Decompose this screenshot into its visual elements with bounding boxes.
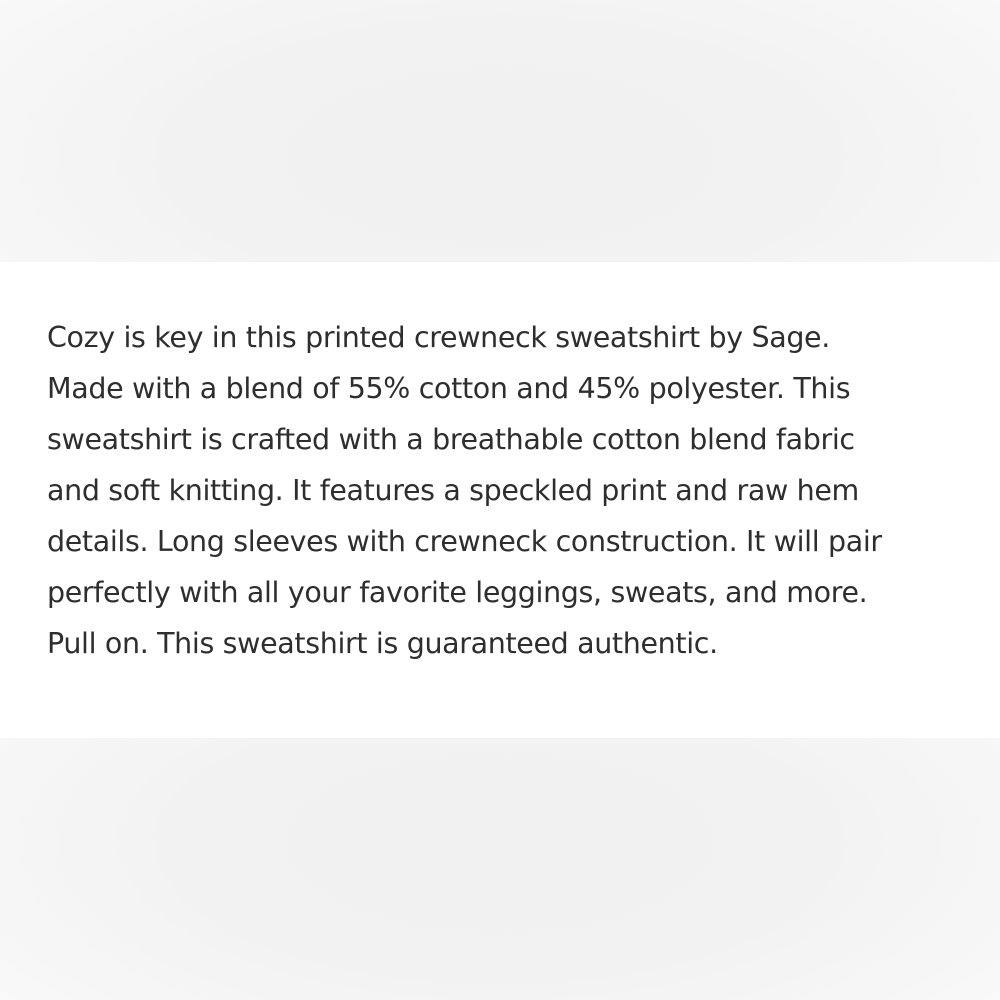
description-line: sweatshirt is crafted with a breathable cotton blend fabric <box>47 423 855 456</box>
description-line: Pull on. This sweatshirt is guaranteed authentic. <box>47 627 718 660</box>
product-description <box>47 312 977 669</box>
description-panel <box>0 262 1000 738</box>
bottom-gray-band <box>0 738 1000 1000</box>
description-line: Cozy is key in this printed crewneck sweatshirt by Sage. <box>47 321 830 354</box>
description-line: and soft knitting. It features a speckled print and raw hem <box>47 474 859 507</box>
description-line: details. Long sleeves with crewneck construction. It will pair <box>47 525 882 558</box>
description-line: Made with a blend of 55% cotton and 45% polyester. This <box>47 372 851 405</box>
top-gray-band <box>0 0 1000 262</box>
description-line: perfectly with all your favorite leggings, sweats, and more. <box>47 576 868 609</box>
